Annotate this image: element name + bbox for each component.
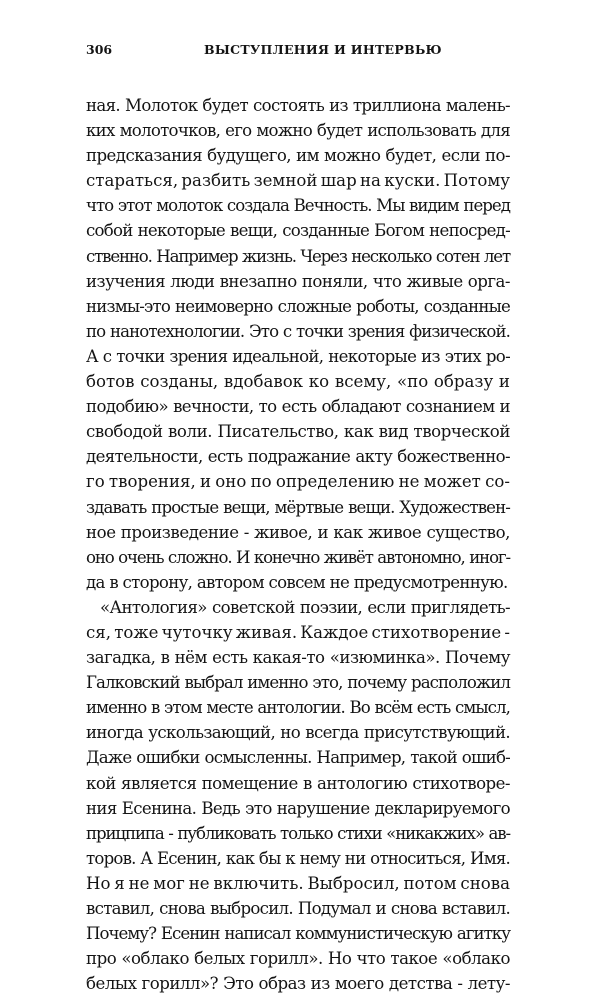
- body-text: [86, 93, 510, 996]
- paragraph: [86, 595, 510, 996]
- text-line: собой некоторые вещи, созданные Богом непосред-: [86, 221, 510, 241]
- text-line: предсказания будущего, им можно будет, если по-: [86, 146, 510, 166]
- text-line: оно очень сложно. И конечно живёт автономно, иног-: [86, 547, 510, 567]
- text-line: да в сторону, автором совсем не предусмотренную.: [86, 572, 508, 592]
- text-line: именно в этом месте антологии. Во всём есть смысл,: [86, 698, 510, 718]
- text-line: кой является помещение в антологию стихотворе-: [86, 773, 510, 793]
- page-header: [0, 42, 600, 64]
- text-line: Почему? Есенин написал коммунистическую агитку: [86, 924, 510, 944]
- text-line: свободой воли. Писательство, как вид творческой: [86, 422, 510, 442]
- text-line: ся, тоже чуточку живая. Каждое стихотворение -: [86, 622, 510, 642]
- text-line: загадка, в нём есть какая-то «изюминка». Почему: [86, 648, 510, 668]
- paragraph: [86, 93, 510, 595]
- text-line: изучения люди внезапно поняли, что живые орга-: [86, 271, 510, 291]
- text-line: про «облако белых горилл». Но что такое «облако: [86, 949, 510, 969]
- text-line: белых горилл»? Это образ из моего детства - лету-: [86, 974, 510, 994]
- page-number: 306: [86, 42, 113, 57]
- text-line: ких молоточков, его можно будет использовать для: [86, 121, 510, 141]
- text-line: деятельности, есть подражание акту божественно-: [86, 447, 510, 467]
- text-line: Даже ошибки осмысленны. Например, такой ошиб-: [86, 748, 510, 768]
- text-line: А с точки зрения идеальной, некоторые из этих ро-: [86, 346, 510, 366]
- text-line: ботов созданы, вдобавок ко всему, «по образу и: [86, 372, 510, 392]
- text-line: низмы-это неимоверно сложные роботы, созданные: [86, 296, 510, 316]
- text-line: го творения, и оно по определению не может со-: [86, 472, 510, 492]
- text-line: торов. А Есенин, как бы к нему ни относиться, Имя.: [86, 848, 510, 868]
- text-line: Галковский выбрал именно это, почему расположил: [86, 673, 510, 693]
- text-line: здавать простые вещи, мёртвые вещи. Художествен-: [86, 497, 510, 517]
- text-line: по нанотехнологии. Это с точки зрения физической.: [86, 321, 510, 341]
- text-line: «Антология» советской поэзии, если приглядеть-: [100, 597, 510, 617]
- running-title: ВЫСТУПЛЕНИЯ И ИНТЕРВЬЮ: [204, 42, 442, 57]
- text-line: подобию» вечности, то есть обладают сознанием и: [86, 397, 510, 417]
- text-line: ственно. Например жизнь. Через несколько сотен лет: [86, 246, 510, 266]
- text-line: что этот молоток создала Вечность. Мы видим перед: [86, 196, 510, 216]
- text-line: прицпипа - публиковать только стихи «никакжих» ав-: [86, 823, 510, 843]
- text-line: Но я не мог не включить. Выбросил, потом снова: [86, 873, 510, 893]
- text-line: ная. Молоток будет состоять из триллиона малень-: [86, 96, 510, 115]
- text-line: иногда ускользающий, но всегда присутствующий.: [86, 723, 510, 743]
- text-line: ное произведение - живое, и как живое существо,: [86, 522, 510, 542]
- text-line: вставил, снова выбросил. Подумал и снова вставил.: [86, 899, 510, 918]
- text-line: ния Есенина. Ведь это нарушение декларируемого: [86, 798, 510, 818]
- text-line: стараться, разбить земной шар на куски. Потому: [86, 171, 510, 191]
